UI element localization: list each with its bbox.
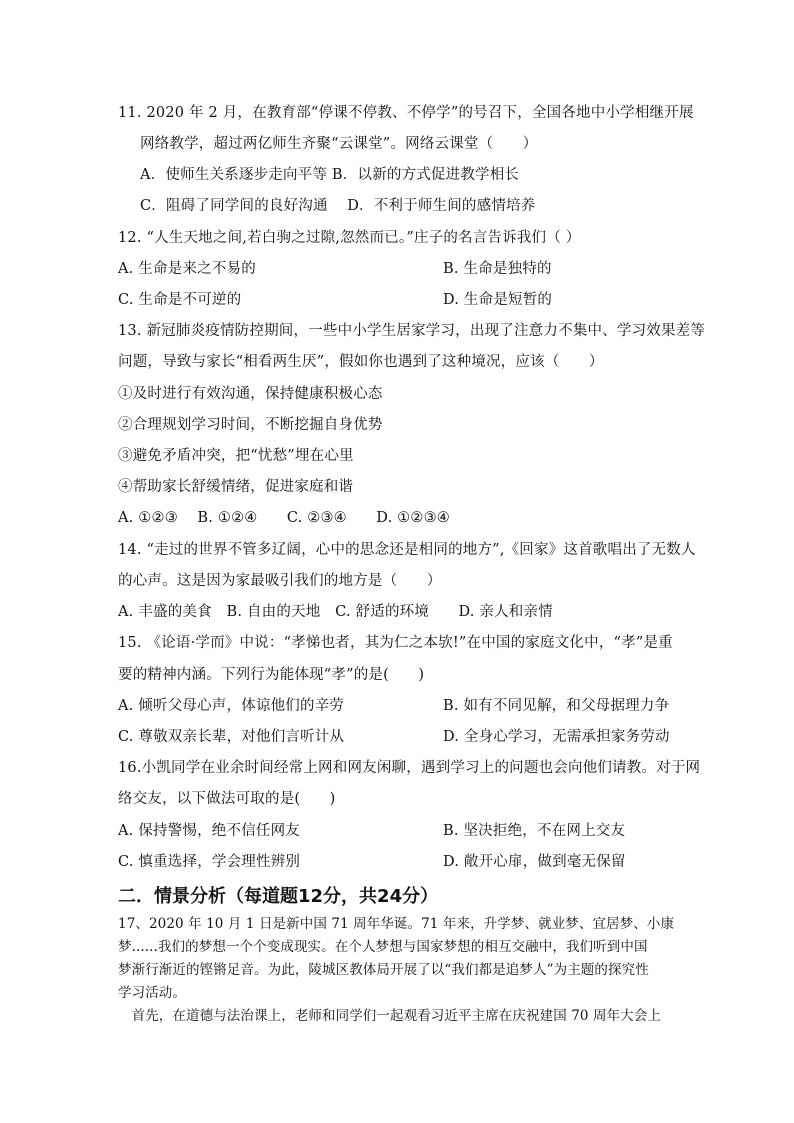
q11-options-cd: C．阻碍了同学间的良好沟通 D．不利于师生间的感情培养 bbox=[140, 198, 536, 214]
q15-option-c: C. 尊敬双亲长辈，对他们言听计从 bbox=[118, 729, 345, 745]
q17-line3: 梦渐行渐近的铿锵足音。为此，陵城区教体局开展了以“我们都是追梦人”为主题的探究性 bbox=[118, 962, 649, 978]
q11-stem-line2: 网络教学，超过两亿师生齐聚“云课堂”。网络云课堂（ ） bbox=[140, 136, 538, 152]
q13-stem-line1: 13. 新冠肺炎疫情防控期间，一些中小学生居家学习，出现了注意力不集中、学习效果差等 bbox=[118, 323, 706, 339]
q13-item-3: ③避免矛盾冲突，把“忧愁”埋在心里 bbox=[118, 448, 354, 464]
q12-option-c: C. 生命是不可逆的 bbox=[118, 292, 242, 308]
q11-stem-line1: 11. 2020 年 2 月，在教育部“停课不停教、不停学”的号召下，全国各地中小学相继开展 bbox=[118, 105, 694, 121]
q11-options-ab: A．使师生关系逐步走向平等 B．以新的方式促进教学相长 bbox=[140, 167, 520, 183]
q15-option-a: A. 倾听父母心声，体谅他们的辛劳 bbox=[118, 698, 345, 714]
section-2-heading: 二．情景分析（每道题12分，共24分） bbox=[118, 886, 439, 907]
q13-item-2: ②合理规划学习时间，不断挖掘自身优势 bbox=[118, 417, 383, 433]
q15-option-d: D. 全身心学习，无需承担家务劳动 bbox=[443, 729, 670, 745]
q13-item-4: ④帮助家长舒缓情绪，促进家庭和谐 bbox=[118, 479, 354, 495]
q16-option-c: C. 慎重选择，学会理性辨别 bbox=[118, 854, 301, 870]
q14-stem-line1: 14. “走过的世界不管多辽阔，心中的思念还是相同的地方”,《回家》这首歌唱出了无数人 bbox=[118, 542, 696, 558]
q13-stem-line2: 问题，导致与家长“相看两生厌”，假如你也遇到了这种境况，应该（ ） bbox=[118, 354, 604, 370]
q17-line2: 梦......我们的梦想一个个变成现实。在个人梦想与国家梦想的相互交融中，我们听到中国 bbox=[118, 939, 648, 955]
q15-stem-line2: 要的精神内涵。下列行为能体现“孝”的是( ) bbox=[118, 667, 425, 683]
q16-option-b: B. 坚决拒绝，不在网上交友 bbox=[443, 823, 626, 839]
q12-option-a: A. 生命是来之不易的 bbox=[118, 261, 256, 277]
q14-options: A. 丰盛的美食 B. 自由的天地 C. 舒适的环境 D. 亲人和亲情 bbox=[118, 604, 553, 620]
q13-options: A. ①②③ B. ①②④ C. ②③④ D. ①②③④ bbox=[118, 510, 450, 526]
q16-option-d: D. 敞开心扉，做到毫无保留 bbox=[443, 854, 626, 870]
q16-stem-line1: 16.小凯同学在业余时间经常上网和网友闲聊，遇到学习上的问题也会向他们请教。对于网 bbox=[118, 760, 701, 776]
q15-stem-line1: 15. 《论语·学而》中说：“孝悌也者，其为仁之本欤!”在中国的家庭文化中，“孝”是重 bbox=[118, 635, 673, 651]
q14-stem-line2: 的心声。这是因为家最吸引我们的地方是（ ） bbox=[118, 573, 442, 589]
q17-line5: 首先，在道德与法治课上，老师和同学们一起观看习近平主席在庆祝建国 70 周年大会上 bbox=[118, 1008, 661, 1024]
q16-stem-line2: 络交友，以下做法可取的是( ) bbox=[118, 791, 336, 807]
q17-line4: 学习活动。 bbox=[118, 985, 186, 1001]
q15-option-b: B. 如有不同见解，和父母据理力争 bbox=[443, 698, 670, 714]
q17-line1: 17、2020 年 10 月 1 日是新中国 71 周年华诞。71 年来，升学梦、就业梦、宜居梦、小康 bbox=[118, 916, 675, 932]
q12-stem: 12. “人生天地之间,若白驹之过隙,忽然而已。”庄子的名言告诉我们（ ） bbox=[118, 230, 581, 246]
q12-option-d: D. 生命是短暂的 bbox=[443, 292, 553, 308]
q16-option-a: A. 保持警惕，绝不信任网友 bbox=[118, 823, 300, 839]
q13-item-1: ①及时进行有效沟通，保持健康积极心态 bbox=[118, 386, 383, 402]
q12-option-b: B. 生命是独特的 bbox=[443, 261, 552, 277]
